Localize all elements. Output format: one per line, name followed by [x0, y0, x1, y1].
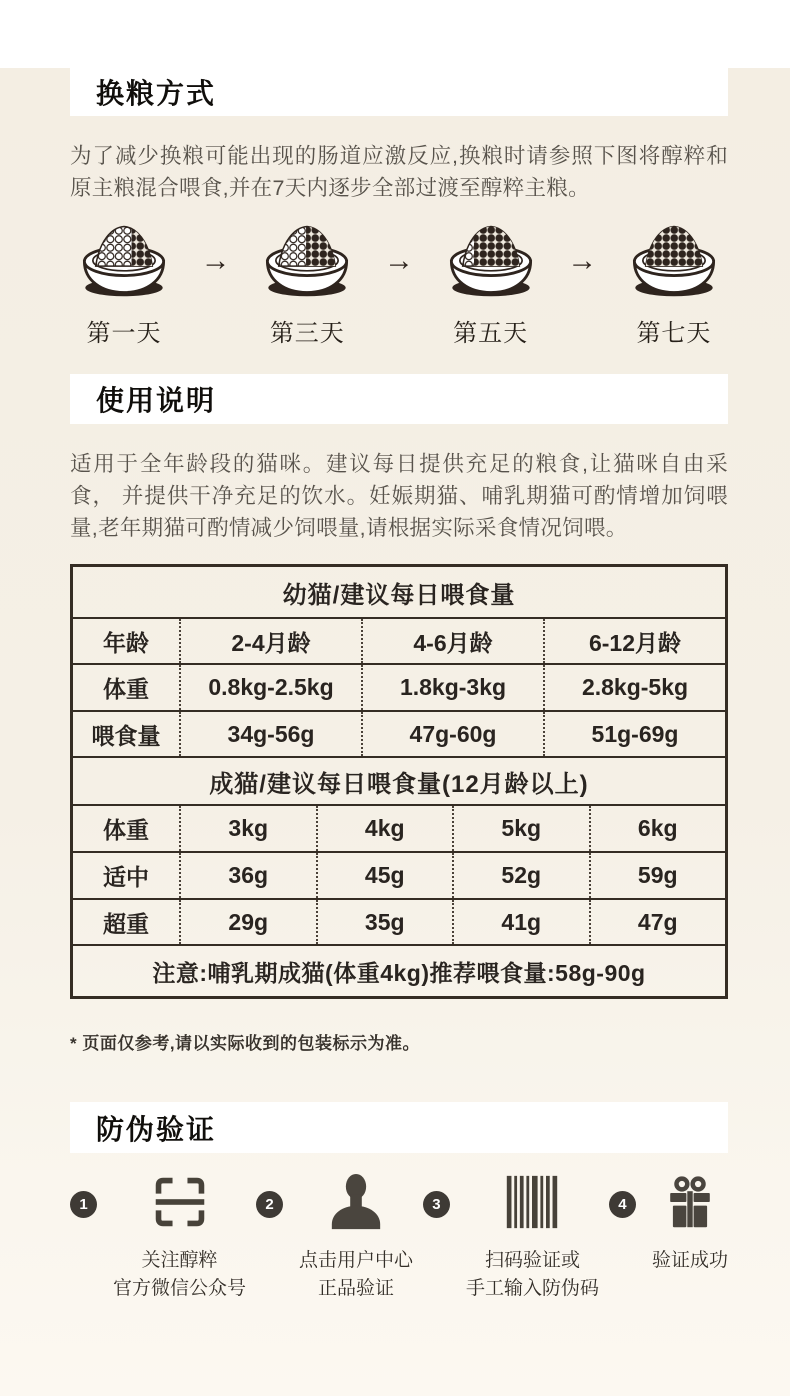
table-cell: 52g — [452, 853, 589, 898]
step-number-badge: 1 — [70, 1191, 97, 1218]
transition-paragraph: 为了减少换粮可能出现的肠道应激反应,换粮时请参照下图将醇粹和原主粮混合喂食,并在7天内逐步全部过渡至醇粹主粮。 — [70, 144, 728, 200]
top-white-strip — [0, 0, 790, 13]
kitten-table-title: 幼猫/建议每日喂食量 — [282, 581, 516, 609]
bowl-day-1 — [70, 218, 178, 348]
bowl-day-label: 第一天 — [86, 320, 162, 347]
section-header-usage — [70, 374, 728, 424]
table-row — [73, 617, 725, 663]
arrow-right-icon: → — [383, 244, 414, 277]
verification-step-2 — [256, 1171, 413, 1303]
table-cell: 适中 — [103, 864, 149, 890]
barcode-icon — [501, 1171, 563, 1233]
table-row — [73, 851, 725, 898]
section-header-transition — [70, 68, 728, 116]
section-header-verification — [70, 1102, 728, 1153]
section-title: 使用说明 — [96, 385, 217, 416]
table-cell: 5kg — [452, 806, 589, 851]
table-cell: 超重 — [103, 910, 149, 937]
table-cell: 1.8kg-3kg — [361, 665, 543, 710]
table-cell: 51g-69g — [543, 712, 725, 756]
bowl-day-5 — [437, 218, 545, 348]
step-label: 关注醇粹 官方微信公众号 — [113, 1250, 247, 1299]
bowl-illustration-day7-icon — [622, 218, 726, 301]
table-note: 注意:哺乳期成猫(体重4kg)推荐喂食量:58g-90g — [73, 944, 725, 996]
table-cell: 体重 — [103, 676, 149, 702]
table-cell: 4-6月龄 — [361, 619, 543, 663]
bowl-day-3 — [253, 218, 361, 348]
arrow-right-icon: → — [200, 244, 231, 277]
verification-step-4 — [609, 1171, 728, 1303]
food-transition-diagram — [70, 218, 728, 348]
table-cell: 45g — [316, 853, 453, 898]
bowl-day-label: 第五天 — [453, 320, 529, 347]
table-cell: 35g — [316, 900, 453, 944]
step-number-badge: 2 — [256, 1191, 283, 1218]
table-cell: 34g-56g — [179, 712, 361, 756]
table-cell: 6-12月龄 — [543, 619, 725, 663]
step-label: 点击用户中心 正品验证 — [298, 1250, 413, 1299]
bowl-day-7 — [620, 218, 728, 348]
feeding-amount-table — [70, 564, 728, 999]
scan-frame-icon — [149, 1171, 211, 1233]
arrow-right-icon: → — [567, 244, 598, 277]
table-cell: 47g — [589, 900, 726, 944]
table-row — [73, 663, 725, 710]
table-row — [73, 710, 725, 756]
table-cell: 0.8kg-2.5kg — [179, 665, 361, 710]
table-cell: 29g — [179, 900, 316, 944]
table-cell: 41g — [452, 900, 589, 944]
table-cell: 2-4月龄 — [179, 619, 361, 663]
gift-icon — [659, 1171, 721, 1233]
bowl-day-label: 第七天 — [636, 320, 712, 347]
table-row — [73, 898, 725, 944]
page-footnote: * 页面仅参考,请以实际收到的包装标示为准。 — [70, 1034, 421, 1053]
usage-paragraph: 适用于全年龄段的猫咪。建议每日提供充足的粮食,让猫咪自由采食， 并提供干净充足的饮水。妊娠期猫、哺乳期猫可酌情增加饲喂量,老年期猫可酌情减少饲喂量,请根据实际采食情况饲喂。 — [70, 452, 728, 540]
adult-table-title: 成猫/建议每日喂食量(12月龄以上) — [73, 756, 725, 804]
bowl-illustration-day3-icon — [255, 218, 359, 301]
table-cell: 3kg — [179, 806, 316, 851]
section-title: 防伪验证 — [96, 1113, 217, 1145]
table-cell: 年龄 — [103, 629, 149, 656]
section-title: 换粮方式 — [96, 78, 217, 109]
table-cell: 47g-60g — [361, 712, 543, 756]
verification-step-3 — [423, 1171, 599, 1303]
table-row — [73, 804, 725, 851]
table-cell: 59g — [589, 853, 726, 898]
step-number-badge: 4 — [609, 1191, 636, 1218]
table-cell: 36g — [179, 853, 316, 898]
table-cell: 2.8kg-5kg — [543, 665, 725, 710]
table-cell: 体重 — [103, 817, 149, 843]
table-cell: 6kg — [589, 806, 726, 851]
verification-steps — [70, 1171, 728, 1303]
table-cell: 喂食量 — [91, 722, 161, 749]
verification-step-1 — [70, 1171, 246, 1303]
bowl-illustration-day1-icon — [72, 218, 176, 301]
bowl-day-label: 第三天 — [269, 320, 345, 347]
step-label: 扫码验证或 手工输入防伪码 — [465, 1250, 599, 1299]
step-label: 验证成功 — [651, 1250, 728, 1271]
bowl-illustration-day5-icon — [439, 218, 543, 301]
user-icon — [325, 1171, 387, 1233]
table-cell: 4kg — [316, 806, 453, 851]
step-number-badge: 3 — [423, 1191, 450, 1218]
